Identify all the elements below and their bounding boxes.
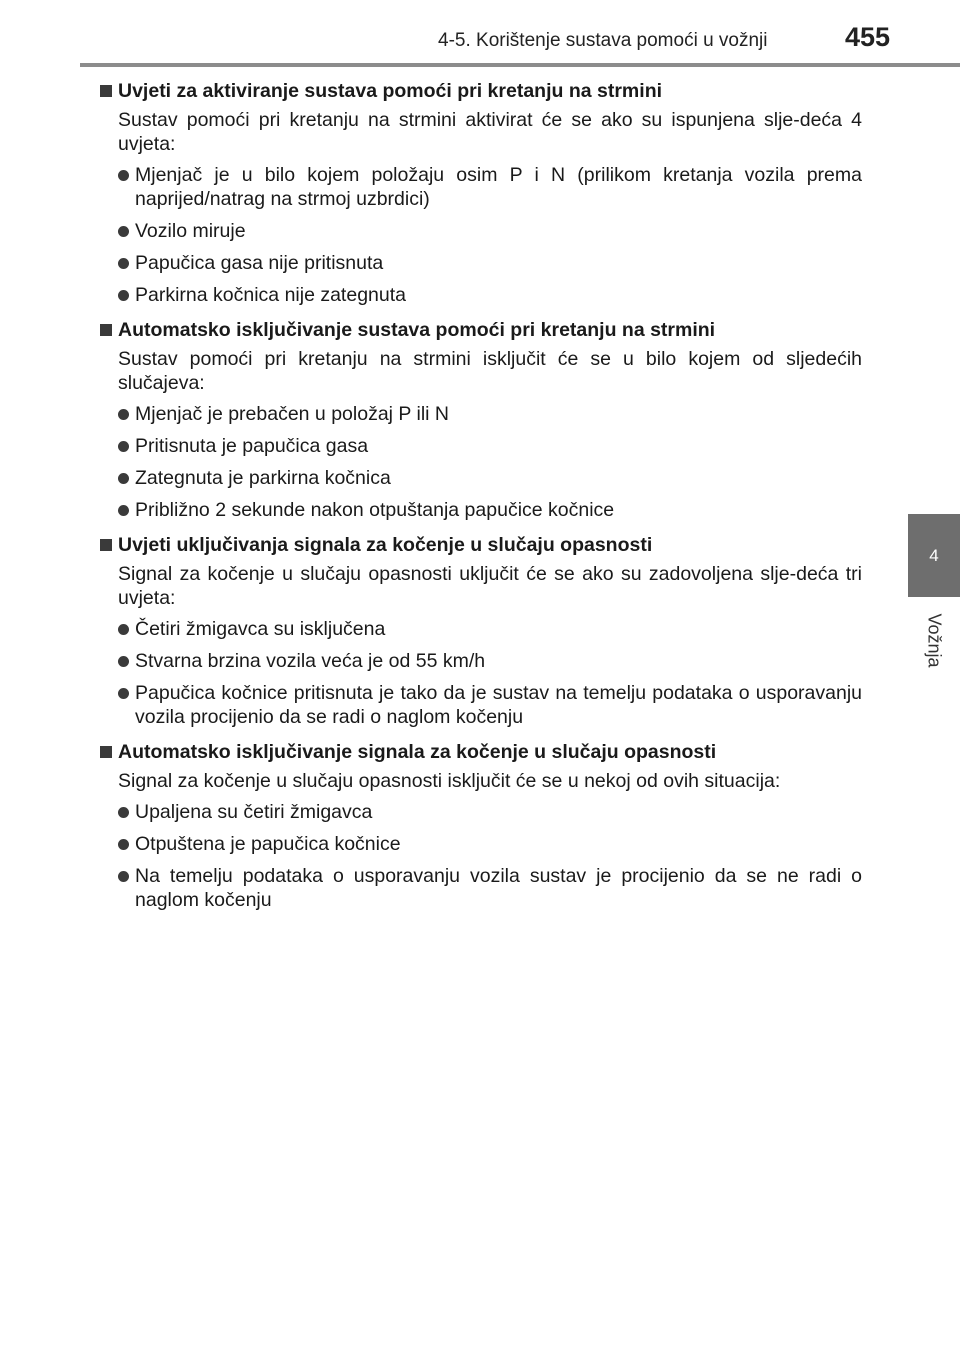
list-item — [97, 832, 862, 856]
bullet-list — [97, 617, 862, 729]
bullet-list — [97, 402, 862, 522]
section-heading — [97, 530, 862, 560]
section-heading — [97, 76, 862, 106]
chapter-side-label-text: Vožnja — [924, 612, 945, 668]
section-paragraph: Signal za kočenje u slučaju opasnosti isključit će se u nekoj od ovih situacija: — [118, 770, 781, 792]
list-item — [97, 251, 862, 275]
bullet-list — [97, 800, 862, 912]
list-item-text: Otpuštena je papučica kočnice — [135, 833, 401, 855]
chapter-tab — [908, 514, 960, 597]
list-item — [97, 434, 862, 458]
chapter-title: 4-5. Korištenje sustava pomoći u vožnji — [438, 30, 768, 51]
section-heading-text: Automatsko isključivanje signala za kočenje u slučaju opasnosti — [118, 741, 717, 763]
list-item-text: Papučica gasa nije pritisnuta — [135, 252, 384, 274]
round-bullet-icon — [118, 624, 129, 635]
list-item-text: Stvarna brzina vozila veća je od 55 km/h — [135, 650, 486, 672]
list-item-text: Upaljena su četiri žmigavca — [135, 801, 373, 823]
section — [97, 315, 862, 522]
list-item-text: Parkirna kočnica nije zategnuta — [135, 284, 406, 306]
round-bullet-icon — [118, 473, 129, 484]
round-bullet-icon — [118, 656, 129, 667]
section-heading-text: Automatsko isključivanje sustava pomoći pri kretanju na strmini — [118, 319, 716, 341]
list-item-text: Zategnuta je parkirna kočnica — [135, 467, 391, 489]
list-item — [97, 466, 862, 490]
section — [97, 76, 862, 307]
list-item-text: Vozilo miruje — [135, 220, 246, 242]
section-paragraph: Sustav pomoći pri kretanju na strmini aktivirat će se ako su ispunjena slje-deća 4 uvjeta: — [118, 109, 862, 155]
round-bullet-icon — [118, 807, 129, 818]
section — [97, 530, 862, 729]
list-item — [97, 681, 862, 729]
list-item-text: Približno 2 sekunde nakon otpuštanja papučice kočnice — [135, 499, 615, 521]
list-item — [97, 219, 862, 243]
list-item — [97, 283, 862, 307]
square-bullet-icon — [100, 746, 112, 758]
round-bullet-icon — [118, 441, 129, 452]
square-bullet-icon — [100, 324, 112, 336]
section-heading-text: Uvjeti uključivanja signala za kočenje u slučaju opasnosti — [118, 534, 653, 556]
section-paragraph: Sustav pomoći pri kretanju na strmini isključit će se u bilo kojem od sljedećih slučajeva: — [118, 348, 862, 394]
list-item — [97, 163, 862, 211]
list-item-text: Papučica kočnice pritisnuta je tako da je sustav na temelju podataka o usporavanju vozila procijenio da se radi o naglom kočenju — [135, 682, 862, 728]
section — [97, 737, 862, 912]
round-bullet-icon — [118, 226, 129, 237]
list-item-text: Pritisnuta je papučica gasa — [135, 435, 369, 457]
section-heading-text: Uvjeti za aktiviranje sustava pomoći pri kretanju na strmini — [118, 80, 663, 102]
round-bullet-icon — [118, 170, 129, 181]
page-content — [97, 76, 862, 920]
list-item — [97, 617, 862, 641]
round-bullet-icon — [118, 839, 129, 850]
square-bullet-icon — [100, 85, 112, 97]
page-number: 455 — [845, 22, 891, 52]
list-item — [97, 800, 862, 824]
bullet-list — [97, 163, 862, 307]
section-paragraph: Signal za kočenje u slučaju opasnosti uključit će se ako su zadovoljena slje-deća tri uvjeta: — [118, 563, 862, 609]
list-item-text: Mjenjač je prebačen u položaj P ili N — [135, 403, 449, 425]
round-bullet-icon — [118, 871, 129, 882]
chapter-tab-number: 4 — [929, 545, 939, 565]
list-item-text: Mjenjač je u bilo kojem položaju osim P i N (prilikom kretanja vozila prema naprijed/natrag na strmoj uzbrdici) — [135, 164, 862, 210]
square-bullet-icon — [100, 539, 112, 551]
list-item — [97, 649, 862, 673]
list-item — [97, 498, 862, 522]
list-item — [97, 864, 862, 912]
round-bullet-icon — [118, 505, 129, 516]
list-item — [97, 402, 862, 426]
list-item-text: Na temelju podataka o usporavanju vozila sustav je procijenio da se ne radi o naglom kočenju — [135, 865, 862, 911]
header-divider — [80, 63, 960, 67]
round-bullet-icon — [118, 290, 129, 301]
round-bullet-icon — [118, 688, 129, 699]
section-heading — [97, 737, 862, 767]
section-heading — [97, 315, 862, 345]
chapter-side-label — [921, 605, 947, 675]
round-bullet-icon — [118, 409, 129, 420]
list-item-text: Četiri žmigavca su isključena — [135, 618, 386, 640]
round-bullet-icon — [118, 258, 129, 269]
